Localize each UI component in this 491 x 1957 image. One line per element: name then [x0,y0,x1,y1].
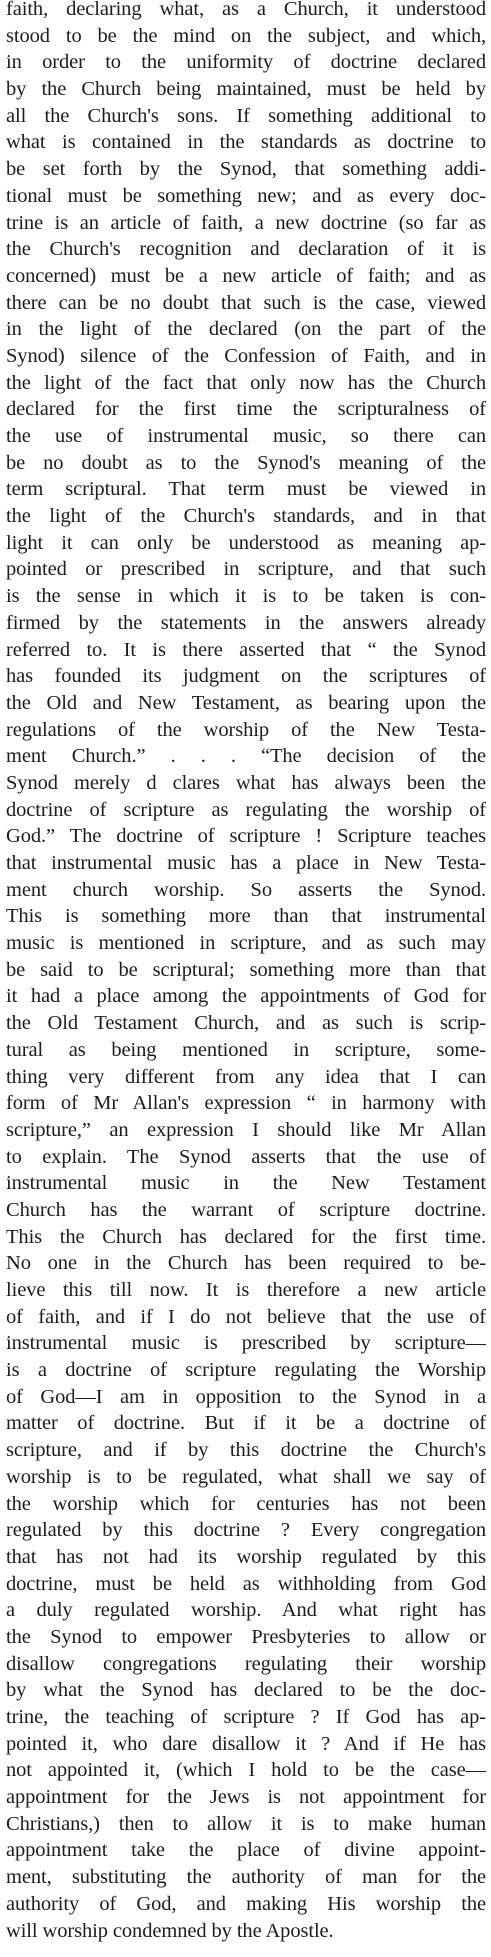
text-line: the Old Testament Church, and as such is scrip- [6,1012,486,1035]
text-line: pointed or prescribed in scripture, and that such [6,558,486,581]
text-line: in order to the uniformity of doctrine declared [6,51,486,74]
text-line: scripture,” an expression I should like Mr Allan [6,1118,486,1141]
text-line: No one in the Church has been required to be- [6,1252,486,1275]
text-line: of God—I am in opposition to the Synod in a [6,1385,486,1408]
text-line: that instrumental music has a place in New Testa- [6,852,486,874]
text-line: by what the Synod has declared to be the doc- [6,1679,486,1702]
text-line: the light of the Church's standards, and in that [6,505,486,528]
text-line: term scriptural. That term must be viewed in [6,478,486,501]
text-line: has founded its judgment on the scriptures of [6,665,486,688]
text-line: Synod merely d clares what has always been the [6,771,486,794]
text-line: the Church's recognition and declaration of it is [6,238,486,261]
text-line: that has not had its worship regulated by this [6,1545,486,1568]
text-line: light it can only be understood as meaning ap- [6,531,486,554]
text-line: in the light of the declared (on the part of the [6,318,486,341]
text-line: pointed it, who dare disallow it ? And if He has [6,1732,486,1755]
text-line: matter of doctrine. But if it be a doctrine of [6,1412,486,1435]
text-line: ment Church.” . . . “The decision of the [6,745,486,768]
text-line: there can be no doubt that such is the case, viewed [6,291,486,314]
text-line: Christians,) then to allow it is to make human [6,1812,486,1835]
text-line: appointment take the place of divine appoint- [6,1839,486,1862]
text-line: doctrine of scripture as regulating the worship of [6,798,486,821]
text-line: trine is an article of faith, a new doctrine (so far as [6,211,486,234]
text-line: instrumental music in the New Testament [6,1172,486,1195]
text-line: not appointed it, (which I hold to be the case— [6,1759,486,1782]
text-line: lieve this till now. It is therefore a new article [6,1279,486,1301]
text-line: referred to. It is there asserted that “ the Synod [6,638,486,661]
text-line: what is contained in the standards as doctrine to [6,131,486,154]
text-line: be set forth by the Synod, that something addi- [6,158,486,181]
text-line: God.” The doctrine of scripture ! Scripture teaches [6,825,486,848]
text-line: regulations of the worship of the New Testa- [6,718,486,741]
text-line: regulated by this doctrine ? Every congregation [6,1519,486,1542]
text-line: the light of the fact that only now has the Church [6,371,486,394]
text-line: ment, substituting the authority of man for the [6,1866,486,1889]
text-line: the worship which for centuries has not been [6,1492,486,1515]
text-line: is the sense in which it is to be taken is con- [6,585,486,608]
text-line: be said to be scriptural; something more than that [6,958,486,981]
text-line: the Synod to empower Presbyteries to allow or [6,1625,486,1648]
text-line: of faith, and if I do not believe that the use of [6,1305,486,1328]
text-line: authority of God, and making His worship the [6,1892,486,1915]
text-line: the use of instrumental music, so there can [6,425,486,447]
text-line: appointment for the Jews is not appointment for [6,1786,486,1809]
text-line: firmed by the statements in the answers already [6,611,486,634]
text-line: Church has the warrant of scripture doctrine. [6,1198,486,1221]
text-line: thing very different from any idea that I can [6,1065,486,1088]
text-line: This the Church has declared for the first time. [6,1225,486,1248]
text-line: all the Church's sons. If something additional to [6,104,486,127]
text-line: the Old and New Testament, as bearing upon the [6,691,486,714]
text-line: tional must be something new; and as every doc- [6,184,486,207]
text-line: worship is to be regulated, what shall we say of [6,1465,486,1488]
text-line: faith, declaring what, as a Church, it understood [6,0,486,20]
text-line: be no doubt as to the Synod's meaning of the [6,451,486,474]
text-line: trine, the teaching of scripture ? If God has ap- [6,1706,486,1728]
text-line: doctrine, must be held as withholding from God [6,1572,486,1595]
text-line: instrumental music is prescribed by scripture— [6,1332,486,1355]
text-line: stood to be the mind on the subject, and which, [6,24,486,47]
text-line: will worship condemned by the Apostle. [6,1919,334,1942]
text-line: concerned) must be a new article of faith; and as [6,264,486,287]
text-line: to explain. The Synod asserts that the use of [6,1145,486,1168]
text-line: it had a place among the appointments of God for [6,985,486,1008]
text-line: tural as being mentioned in scripture, some- [6,1038,486,1061]
text-line: This is something more than that instrumental [6,905,486,928]
text-line: scripture, and if by this doctrine the Church's [6,1439,486,1462]
text-line: by the Church being maintained, must be held by [6,78,486,101]
text-line: disallow congregations regulating their worship [6,1652,486,1675]
text-line: declared for the first time the scripturalness of [6,398,486,421]
text-line: ment church worship. So asserts the Synod. [6,878,486,901]
article-column [6,0,486,1957]
text-line: Synod) silence of the Confession of Faith, and in [6,344,486,367]
text-line: a duly regulated worship. And what right has [6,1599,486,1622]
text-line: form of Mr Allan's expression “ in harmony with [6,1092,486,1115]
text-line: is a doctrine of scripture regulating the Worship [6,1359,486,1382]
text-line: music is mentioned in scripture, and as such may [6,932,486,955]
